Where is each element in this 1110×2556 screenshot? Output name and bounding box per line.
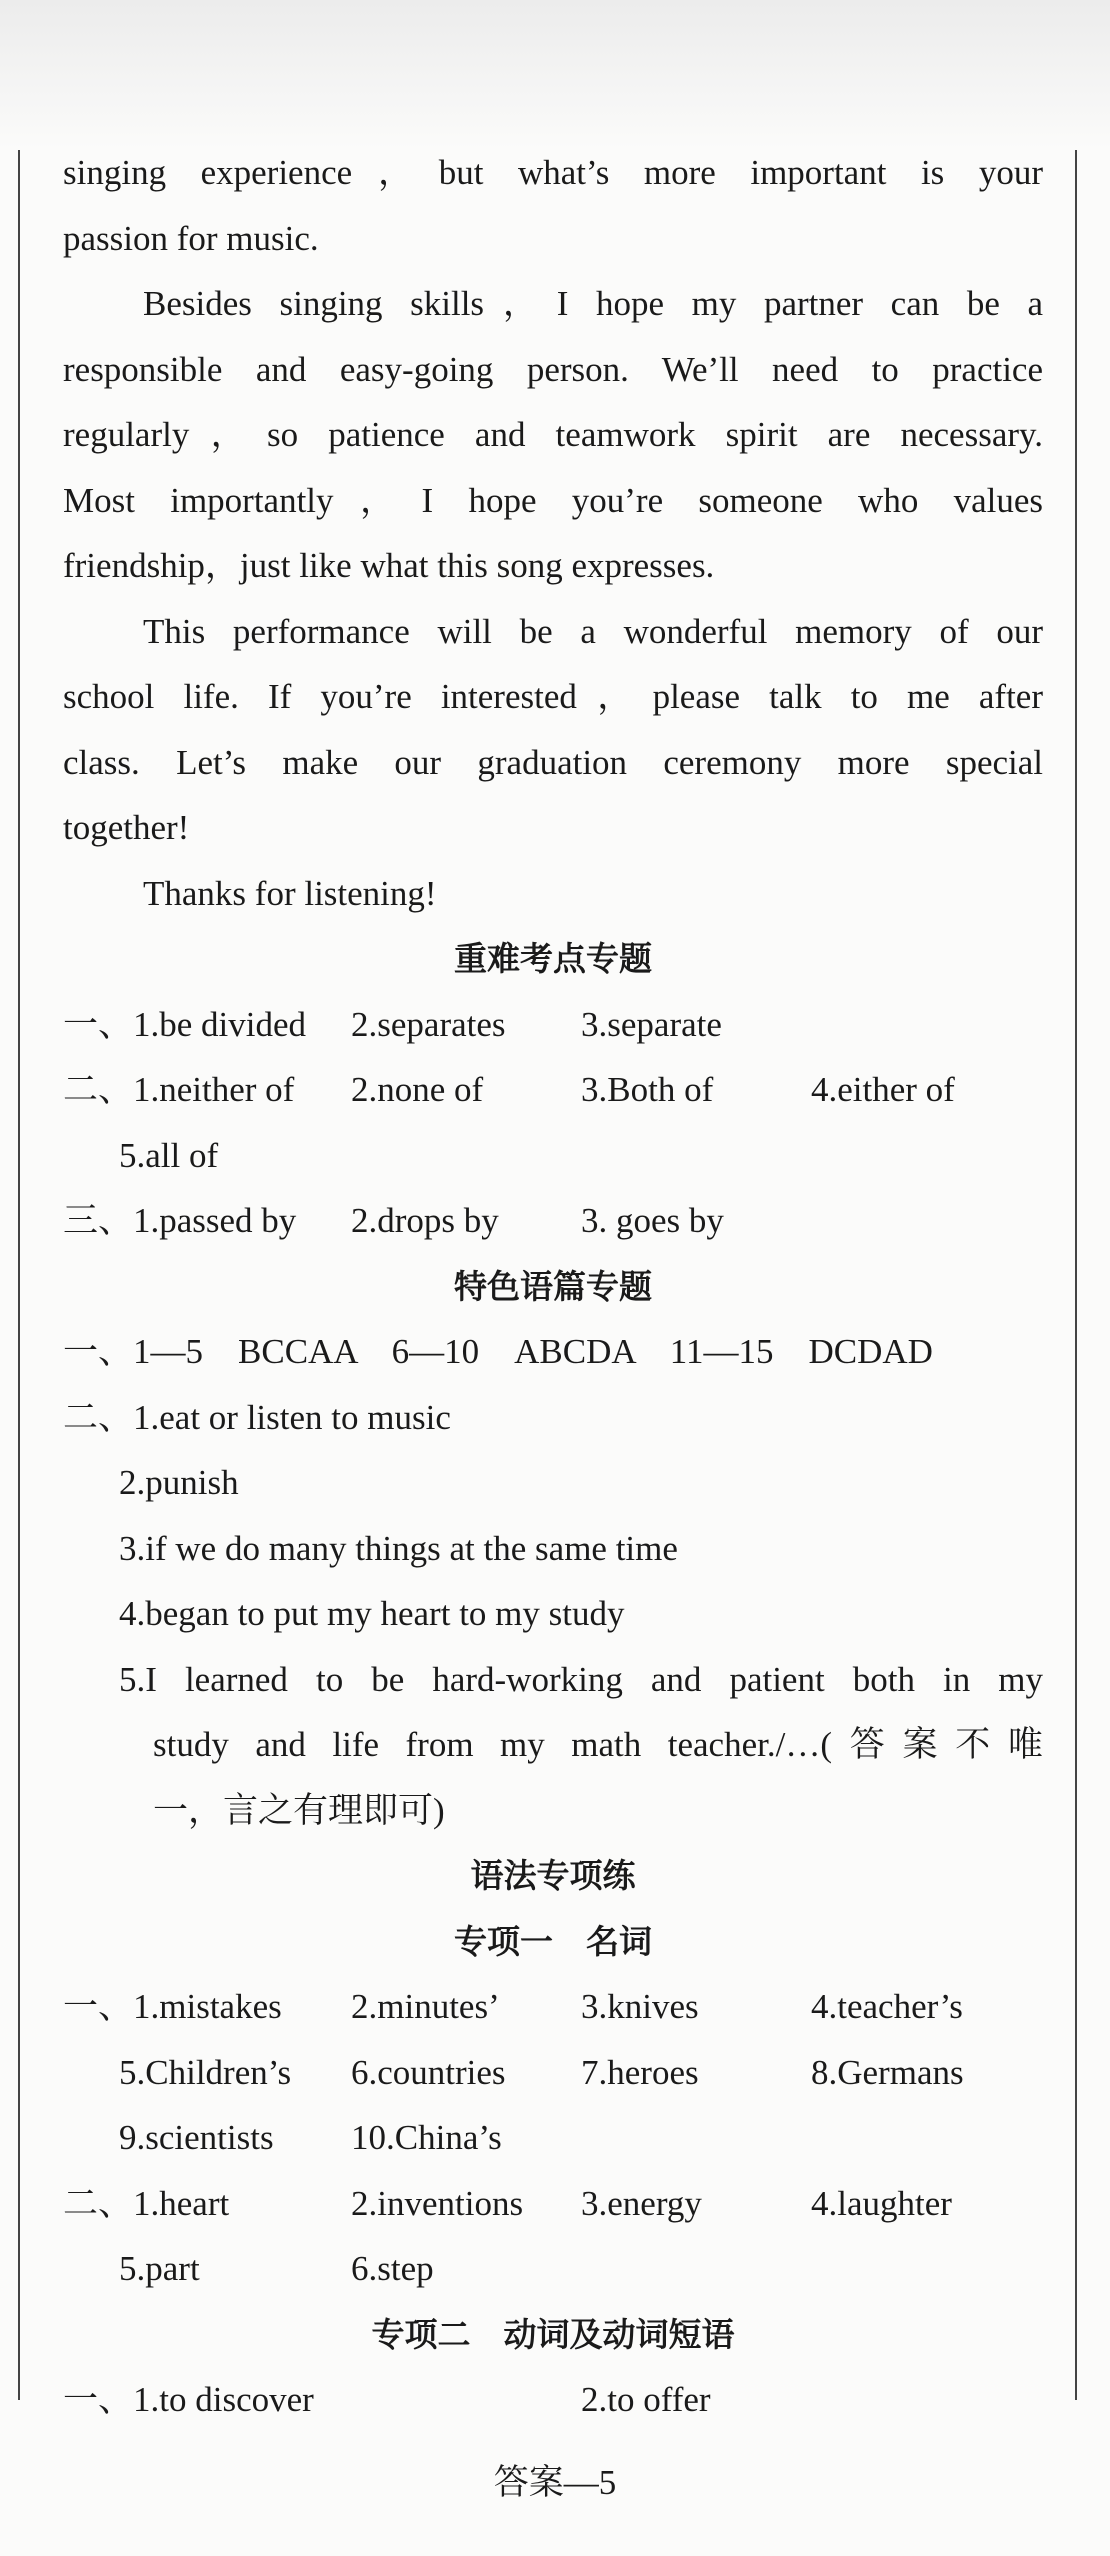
text-line: regularly，so patience and teamwork spirit are necessary. <box>63 415 1043 454</box>
answer-cell: 5.Children’s <box>119 2052 292 2092</box>
answer-cell: 4.teacher’s <box>811 1987 963 2026</box>
text-line: school life. If you’re interested，please talk to me after <box>63 677 1043 716</box>
text-line: 5.I learned to be hard-working and patient both in my <box>119 1659 1043 1699</box>
text-line: 一、1—5 BCCAA 6—10 ABCDA 11—15 DCDAD <box>63 1332 933 1371</box>
section-heading: 特色语篇专题 <box>454 1266 652 1306</box>
subsection-heading: 专项一 名词 <box>454 1921 652 1961</box>
text-line: friendship，just like what this song expresses. <box>63 546 715 585</box>
answer-page <box>63 140 1043 2433</box>
answer-cell: 4.laughter <box>811 2183 952 2223</box>
answer-cell: 2.drops by <box>351 1201 499 1240</box>
answer-cell: 3.Both of <box>581 1070 714 1109</box>
text-line: 2.punish <box>119 1463 239 1502</box>
answer-cell: 5.part <box>119 2249 200 2288</box>
answer-cell: 3.energy <box>581 2183 702 2223</box>
answer-row <box>63 2171 1043 2237</box>
answer-cell: 2.inventions <box>351 2183 524 2223</box>
right-margin-line <box>1075 150 1077 2400</box>
text-line: together! <box>63 808 190 847</box>
answer-cell: 三、1.passed by <box>63 1201 297 1240</box>
subsection-heading: 专项二 动词及动词短语 <box>371 2314 735 2354</box>
text-line: This performance will be a wonderful memory of our <box>143 611 1043 651</box>
answer-row <box>63 2040 1043 2106</box>
section-heading: 重难考点专题 <box>454 939 652 978</box>
answer-cell: 2.to offer <box>581 2380 711 2419</box>
text-line: Thanks for listening! <box>143 873 437 913</box>
text-line: singing experience，but what’s more important is your <box>63 153 1043 192</box>
answer-cell: 5.all of <box>119 1135 219 1175</box>
top-shadow <box>0 0 1110 150</box>
answer-cell: 2.none of <box>351 1070 484 1109</box>
answer-cell: 7.heroes <box>581 2052 699 2092</box>
answer-cell: 3. goes by <box>581 1201 724 1240</box>
text-line: Besides singing skills，I hope my partner can be a <box>143 284 1043 323</box>
text-line: 3.if we do many things at the same time <box>119 1528 678 1568</box>
answer-cell: 2.minutes’ <box>351 1987 500 2026</box>
text-line: 二、1.eat or listen to music <box>63 1397 451 1437</box>
answer-cell: 10.China’s <box>351 2118 502 2157</box>
section-heading: 语法专项练 <box>470 1856 636 1895</box>
answer-cell: 6.step <box>351 2249 434 2288</box>
left-margin-line <box>18 150 20 2400</box>
answer-cell: 一、1.mistakes <box>63 1987 282 2026</box>
answer-row <box>63 2105 1043 2171</box>
answer-row <box>63 2367 1043 2433</box>
answer-row <box>63 1974 1043 2040</box>
answer-cell: 6.countries <box>351 2052 506 2092</box>
text-line: responsible and easy-going person. We’ll need to practice <box>63 349 1043 389</box>
page-number: 答案—5 <box>493 2463 617 2502</box>
text-line: study and life from my math teacher./…(答案不唯 <box>153 1725 1043 1764</box>
answer-row <box>63 1123 1043 1189</box>
answer-cell: 二、1.neither of <box>63 1070 295 1109</box>
text-line: class. Let’s make our graduation ceremony more special <box>63 742 1043 782</box>
answer-row <box>63 2236 1043 2302</box>
text-line: 一，言之有理即可) <box>153 1790 445 1830</box>
answer-cell: 一、1.be divided <box>63 1004 307 1044</box>
text-line: passion for music. <box>63 218 319 258</box>
text-line: Most importantly，I hope you’re someone who values <box>63 480 1043 520</box>
answer-cell: 9.scientists <box>119 2118 274 2157</box>
answer-row <box>63 1057 1043 1123</box>
answer-cell: 3.separate <box>581 1004 722 1044</box>
answer-cell: 二、1.heart <box>63 2183 230 2223</box>
answer-cell: 8.Germans <box>811 2052 964 2092</box>
answer-row <box>63 1188 1043 1254</box>
text-line: 4.began to put my heart to my study <box>119 1594 625 1633</box>
answer-row <box>63 992 1043 1058</box>
answer-cell: 4.either of <box>811 1070 955 1109</box>
answer-cell: 一、1.to discover <box>63 2380 314 2419</box>
answer-cell: 3.knives <box>581 1987 699 2026</box>
answer-cell: 2.separates <box>351 1004 506 1044</box>
